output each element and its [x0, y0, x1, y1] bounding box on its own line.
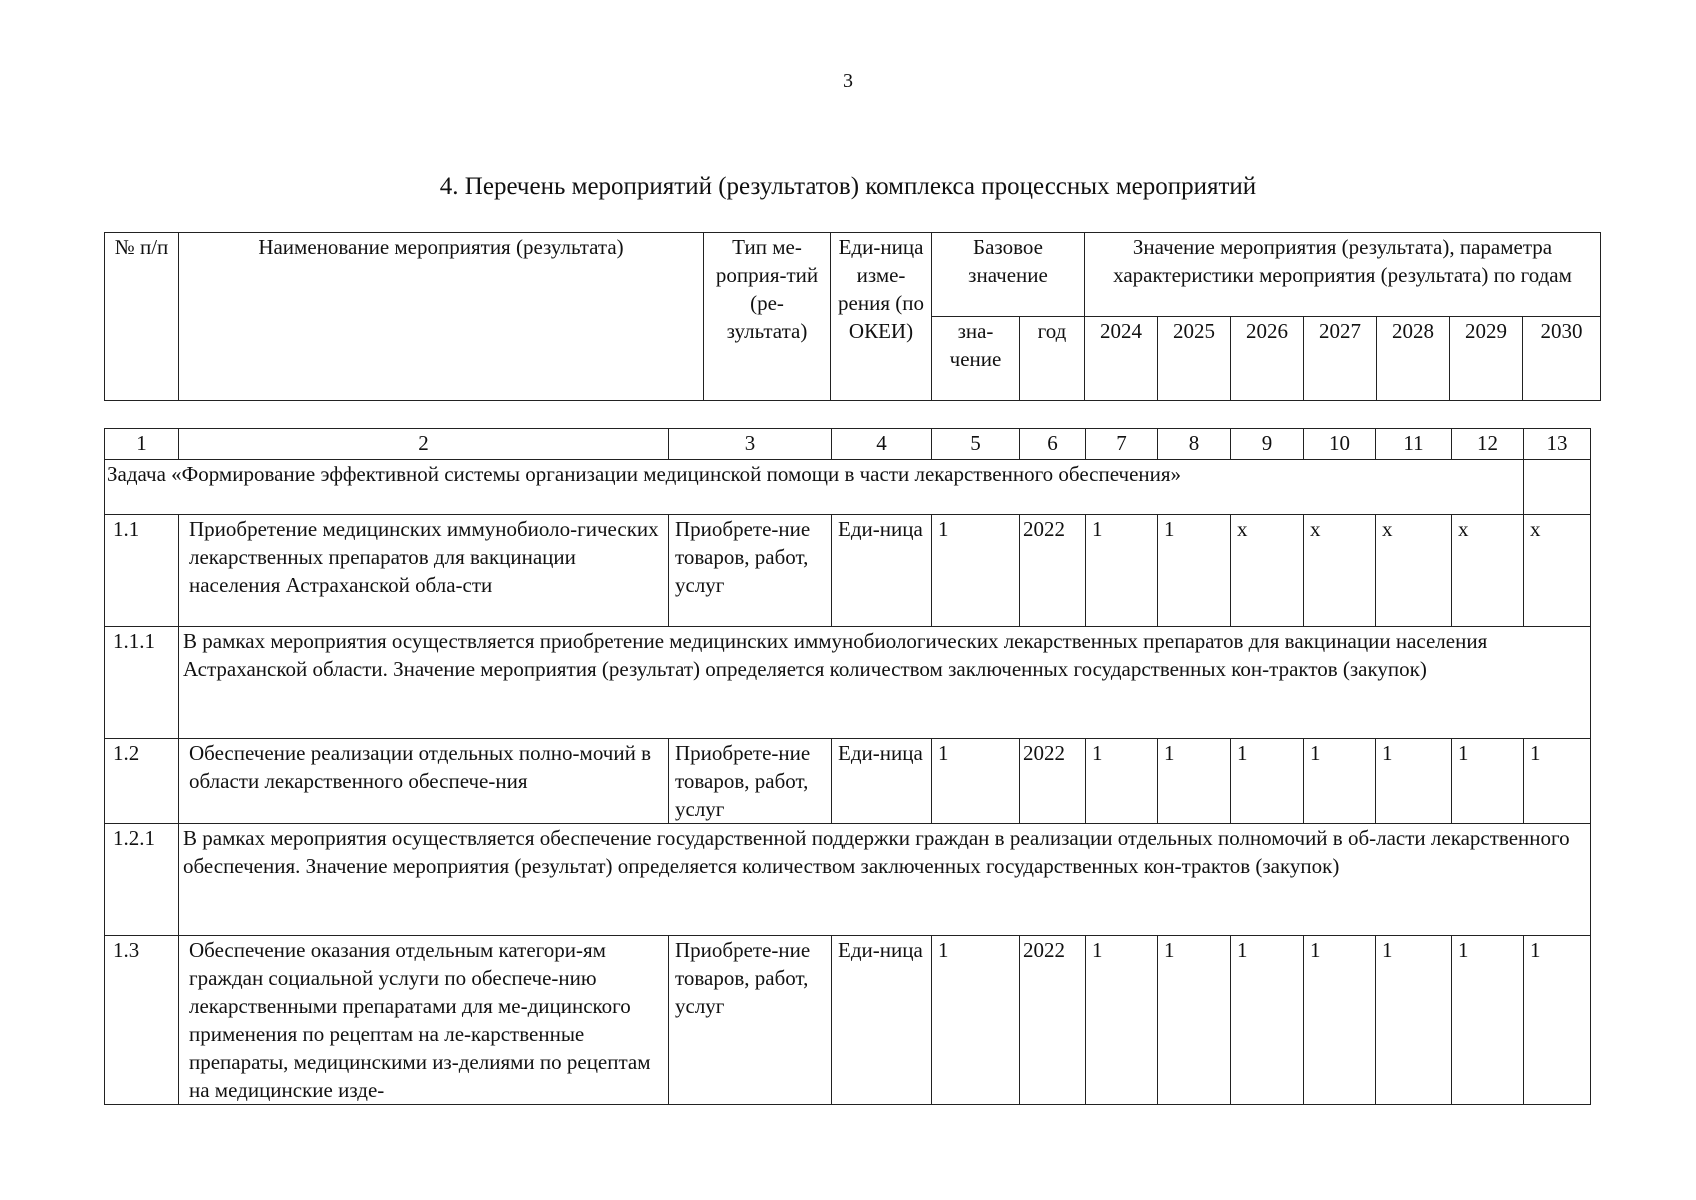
header-year: 2027 [1304, 317, 1377, 401]
row-value: 1 [1231, 739, 1304, 824]
section-title: 4. Перечень мероприятий (результатов) комплекса процессных мероприятий [439, 173, 1257, 200]
row-value: 1 [1158, 936, 1231, 1105]
row-number: 1.2 [105, 739, 179, 824]
table-row [105, 515, 1591, 627]
row-value: 1 [1524, 739, 1591, 824]
row-value: 1 [1086, 936, 1158, 1105]
row-value: 1 [1086, 515, 1158, 627]
column-index: 10 [1304, 429, 1376, 460]
column-index: 6 [1020, 429, 1086, 460]
row-value: 1 [1158, 739, 1231, 824]
header-table [104, 232, 1601, 401]
header-year: 2030 [1523, 317, 1601, 401]
row-number: 1.2.1 [105, 824, 179, 936]
row-type: Приобрете-ние товаров, работ, услуг [669, 515, 832, 627]
row-unit: Еди-ница [832, 515, 932, 627]
table-row [105, 739, 1591, 824]
column-index: 2 [179, 429, 669, 460]
row-value: x [1231, 515, 1304, 627]
row-value: 1 [1452, 739, 1524, 824]
row-number: 1.1 [105, 515, 179, 627]
row-value: 1 [1304, 936, 1376, 1105]
row-type: Приобрете-ние товаров, работ, услуг [669, 739, 832, 824]
task-text: Задача «Формирование эффективной системы организации медицинской помощи в части лекарственного обеспечения» [105, 460, 1524, 515]
column-index: 11 [1376, 429, 1452, 460]
column-index: 3 [669, 429, 832, 460]
row-base-year: 2022 [1020, 515, 1086, 627]
header-unit: Еди-ница изме-рения (по ОКЕИ) [831, 233, 932, 401]
header-name: Наименование мероприятия (результата) [179, 233, 704, 401]
row-base-year: 2022 [1020, 936, 1086, 1105]
row-value: 1 [1086, 739, 1158, 824]
row-base-value: 1 [932, 515, 1020, 627]
row-type: Приобрете-ние товаров, работ, услуг [669, 936, 832, 1105]
column-index: 9 [1231, 429, 1304, 460]
row-unit: Еди-ница [832, 739, 932, 824]
column-index: 13 [1524, 429, 1591, 460]
row-value: 1 [1376, 936, 1452, 1105]
table-row [105, 936, 1591, 1105]
column-index: 5 [932, 429, 1020, 460]
row-base-value: 1 [932, 739, 1020, 824]
header-year: 2025 [1158, 317, 1231, 401]
body-table [104, 428, 1591, 1105]
header-base-year: год [1020, 317, 1085, 401]
column-index: 1 [105, 429, 179, 460]
row-value: 1 [1524, 936, 1591, 1105]
header-years-group: Значение мероприятия (результата), параметра характеристики мероприятия (результата) по годам [1085, 233, 1601, 317]
task-row [105, 460, 1591, 515]
row-name: Обеспечение реализации отдельных полно-мочий в области лекарственного обеспече-ния [179, 739, 669, 824]
header-type: Тип ме-роприя-тий (ре-зультата) [704, 233, 831, 401]
row-value: x [1452, 515, 1524, 627]
row-value: 1 [1452, 936, 1524, 1105]
row-value: 1 [1376, 739, 1452, 824]
row-description: В рамках мероприятия осуществляется приобретение медицинских иммунобиологических лекарственных препаратов для вакцинации населения Астраханской области. Значение мероприятия (результат) определяется количеством заключенных государственных кон-трактов (закупок) [179, 627, 1591, 739]
row-number: 1.1.1 [105, 627, 179, 739]
row-base-year: 2022 [1020, 739, 1086, 824]
row-name: Приобретение медицинских иммунобиоло-гических лекарственных препаратов для вакцинации населения Астраханской обла-сти [179, 515, 669, 627]
description-row [105, 627, 1591, 739]
row-value: 1 [1304, 739, 1376, 824]
row-number: 1.3 [105, 936, 179, 1105]
column-index: 7 [1086, 429, 1158, 460]
row-value: 1 [1231, 936, 1304, 1105]
empty-cell [1524, 460, 1591, 515]
row-value: x [1376, 515, 1452, 627]
column-index-row [105, 429, 1591, 460]
header-base-value: зна-чение [932, 317, 1020, 401]
row-base-value: 1 [932, 936, 1020, 1105]
column-index: 8 [1158, 429, 1231, 460]
header-year: 2029 [1450, 317, 1523, 401]
row-value: 1 [1158, 515, 1231, 627]
row-value: x [1304, 515, 1376, 627]
header-year: 2024 [1085, 317, 1158, 401]
row-description: В рамках мероприятия осуществляется обеспечение государственной поддержки граждан в реализации отдельных полномочий в об-ласти лекарственного обеспечения. Значение мероприятия (результат) определяется количеством заключенных государственных кон-трактов (закупок) [179, 824, 1591, 936]
row-value: x [1524, 515, 1591, 627]
column-index: 12 [1452, 429, 1524, 460]
row-name: Обеспечение оказания отдельным категори-ям граждан социальной услуги по обеспече-нию лекарственными препаратами для ме-дицинского применения по рецептам на ле-карственные препараты, медицинскими из-делиями по рецептам на медицинские изде- [179, 936, 669, 1105]
column-index: 4 [832, 429, 932, 460]
header-year: 2026 [1231, 317, 1304, 401]
row-unit: Еди-ница [832, 936, 932, 1105]
description-row [105, 824, 1591, 936]
header-base: Базовое значение [932, 233, 1085, 317]
page-number: 3 [843, 70, 853, 92]
header-no: № п/п [105, 233, 179, 401]
header-year: 2028 [1377, 317, 1450, 401]
